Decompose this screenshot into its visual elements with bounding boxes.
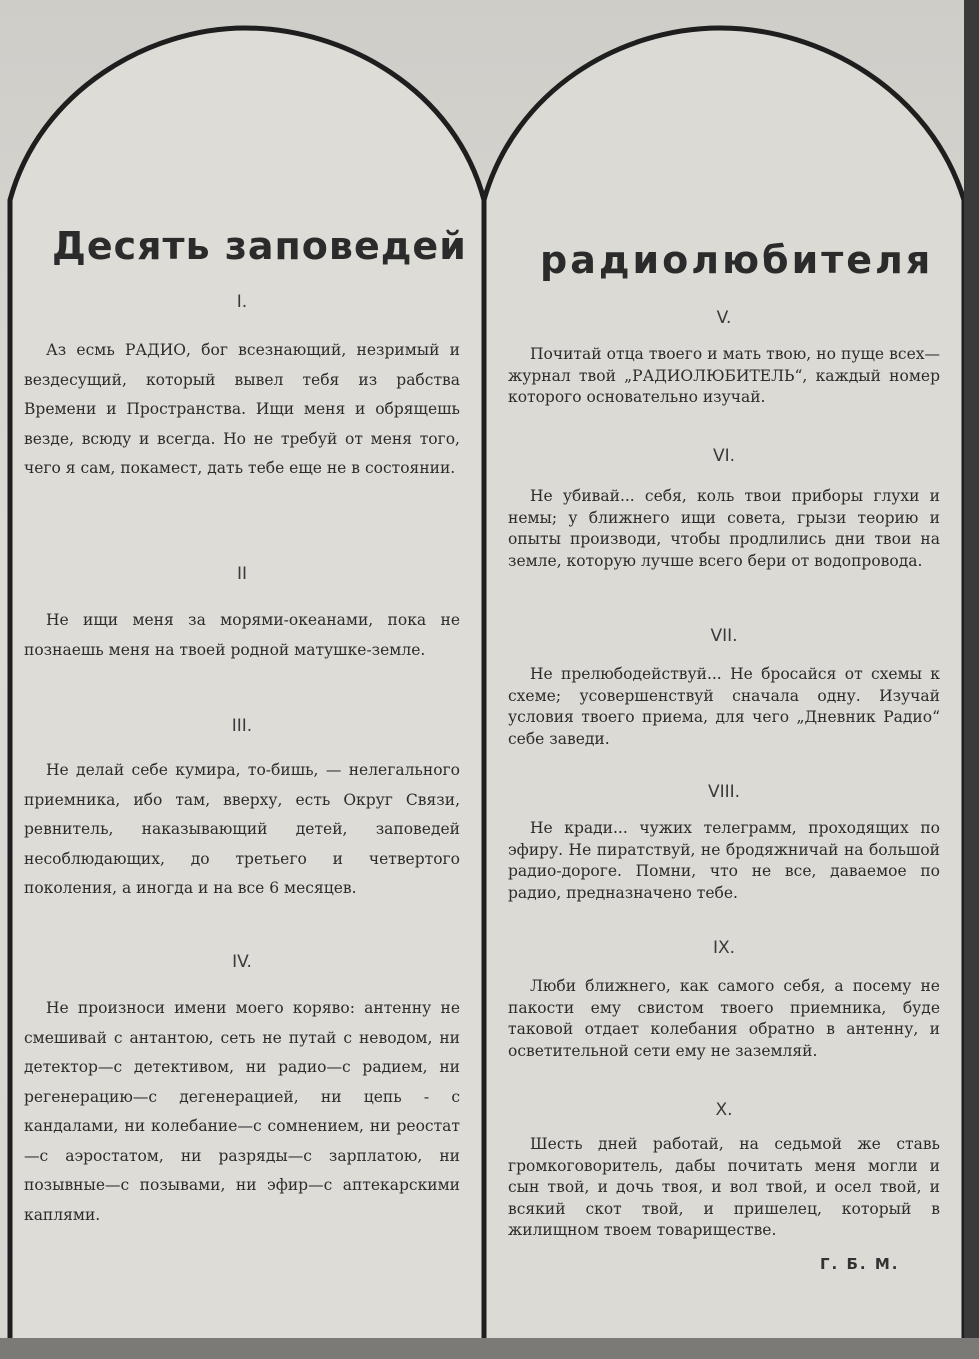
right-edge-shadow: [964, 0, 979, 1359]
commandment-5-numeral: V.: [716, 308, 732, 328]
commandment-9-text: Люби ближнего, как самого себя, а посему не пакости ему свистом твоего приемника, буде таковой отдает колебания обратно в антенну, и осветительной сети ему не заземляй.: [508, 977, 940, 1060]
commandment-9-numeral: IX.: [712, 938, 736, 958]
commandment-4-text: Не произноси имени моего коряво: антенну не смешивай с антантою, сеть не путай с неводом, ни детектор—с детективом, ни радио—с радием, ни регенерацию—с дегенерацией, ни цепь - с кандалами, ни колебание—с сомнением, ни реостат—с аэростатом, ни разряды—с зарплатою, ни позывные—с позывами, ни эфир—с аптекарскими каплями.: [24, 999, 460, 1224]
commandment-6-numeral: VI.: [712, 446, 736, 466]
commandment-7-text: Не прелюбодействуй... Не бросайся от схемы к схеме; усовершенствуй сначала одну. Изучай условия твоего приема, для чего „Дневник Радио“ себе заведи.: [508, 665, 940, 748]
signature: Г. Б. М.: [820, 1255, 900, 1273]
title-right: радиолюбителя: [540, 238, 934, 282]
commandment-10-numeral: X.: [715, 1100, 733, 1120]
commandment-6-text: Не убивай... себя, коль твои приборы глухи и немы; у ближнего ищи совета, грызи теорию и опыты производи, чтобы продлились дни твои на земле, которую лучше всего бери от водопровода.: [508, 487, 940, 570]
commandment-3-numeral: III.: [231, 716, 253, 736]
commandment-3-text: Не делай себе кумира, то-бишь, — нелегального приемника, ибо там, вверху, есть Округ Связи, ревнитель, наказывающий детей, заповедей несоблюдающих, до третьего и четвертого поколения, а иногда и на все 6 месяцев.: [24, 761, 460, 897]
commandment-8-text: Не кради... чужих телеграмм, проходящих по эфиру. Не пиратствуй, не бродяжничай на большой радио-дороге. Помни, что не все, даваемое по радио, предназначено тебе.: [508, 819, 940, 902]
commandment-8-numeral: VIII.: [707, 782, 741, 802]
commandment-5-text: Почитай отца твоего и мать твою, но пуще всех—журнал твой „РАДИОЛЮБИТЕЛЬ“, каждый номер которого основательно изучай.: [508, 345, 940, 406]
commandment-10-text: Шесть дней работай, на седьмой же ставь громкоговоритель, дабы почитать меня могли и сын твой, и дочь твоя, и вол твой, и осел твой, и всякий скот твой, и пришелец, который в жилищном твоем товариществе.: [508, 1135, 940, 1239]
commandment-2-numeral: II: [236, 564, 248, 584]
commandment-7-numeral: VII.: [710, 626, 738, 646]
title-left: Десять заповедей: [52, 224, 467, 268]
bottom-edge: [0, 1338, 979, 1359]
commandment-4-numeral: IV.: [232, 952, 252, 972]
commandment-2-text: Не ищи меня за морями-океанами, пока не познаешь меня на твоей родной матушке-земле.: [24, 611, 460, 659]
commandment-1-numeral: I.: [236, 292, 248, 312]
commandment-1-text: Аз есмь РАДИО, бог всезнающий, незримый и вездесущий, который вывел тебя из рабства Времени и Пространства. Ищи меня и обрящешь везде, всюду и всегда. Но не требуй от меня того, чего я сам, покамест, дать тебе еще не в состоянии.: [24, 341, 460, 477]
